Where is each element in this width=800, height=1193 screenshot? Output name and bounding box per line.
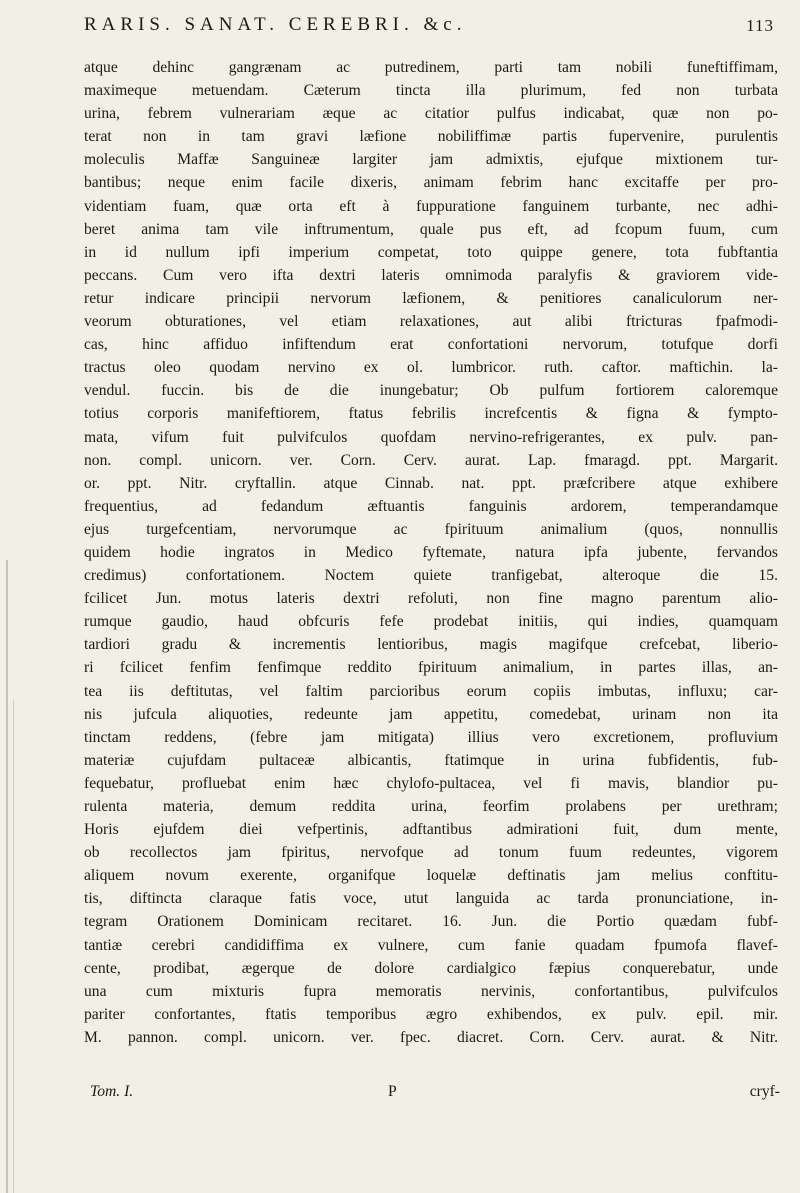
text-line: non. compl. unicorn. ver. Corn. Cerv. aurat. Lap. fmaragd. ppt. Margarit. [84,451,778,469]
text-line: nis jufcula aliquoties, redeunte jam appetitu, comedebat, urinam non ita [84,705,778,723]
text-line: urina, febrem vulnerariam æque ac citatior pulfus indicabat, quæ non po- [84,105,778,123]
text-line: vendul. fuccin. bis de die inungebatur; Ob pulfum fortiorem caloremque [84,382,778,400]
text-line: tis, diftincta claraque fatis voce, utut languida ac tarda pronunciatione, in- [84,890,778,908]
text-line: in id nullum ipfi imperium competat, toto quippe genere, tota fubftantia [84,243,778,261]
binding-edge-inner [13,700,14,1193]
text-line: rulenta materia, demum reddita urina, feorfim prolabens per urethram; [84,798,778,815]
text-line: tegram Orationem Dominicam recitaret. 16. Jun. die Portio quædam fubf- [84,913,778,931]
text-line: peccans. Cum vero ifta dextri lateris omnimoda paralyfis & graviorem vide- [84,266,778,284]
text-line: ri fcilicet fenfim fenfimque reddito fpirituum animalium, in partes illas, an- [84,659,778,677]
text-line: tractus oleo quodam nervino ex ol. lumbricor. ruth. caftor. maftichin. la- [84,359,778,377]
text-line: cas, hinc affiduo infiftendum erat confortationi nervorum, totufque dorfi [84,336,778,354]
text-line: atque dehinc gangrænam ac putredinem, parti tam nobili funeftiffimam, [84,59,778,76]
text-line: ejus turgefcentiam, nervorumque ac fpirituum animalium (quos, nonnullis [84,520,778,538]
text-line: cente, prodibat, ægerque de dolore cardialgico fæpius conquerebatur, unde [84,959,778,977]
text-line: tea iis deftitutas, vel faltim parcioribus eorum copiis imbutas, influxu; car- [84,682,778,700]
text-line: materiæ cujufdam pultaceæ albicantis, ftatimque in urina fubfidentis, fub- [84,751,778,769]
catchword: cryf- [749,1083,780,1100]
text-line: or. ppt. Nitr. cryftallin. atque Cinnab. nat. ppt. præfcribere atque exhibere [84,474,778,492]
running-header [84,14,774,48]
text-line: ob recollectos jam fpiritus, nervofque ad tonum fuum redeuntes, vigorem [84,844,778,862]
text-line: tantiæ cerebri candidiffima ex vulnere, cum fanie quadam fpumofa flavef- [84,936,778,954]
body-text [84,56,778,1049]
text-line: Horis ejufdem diei vefpertinis, adftantibus admirationi fuit, dum mente, [84,821,778,839]
text-line: frequentius, ad fedandum æftuantis fanguinis ardorem, temperandamque [84,497,778,515]
text-line: tinctam reddens, (febre jam mitigata) illius vero excretionem, profluvium [84,728,778,746]
text-line: terat non in tam gravi læfione nobiliffimæ partis fupervenire, purulentis [84,128,778,146]
text-line: videntiam fuam, quæ orta eft à fuppuratione fanguinem turbante, nec adhi- [84,197,778,215]
text-line: bantibus; neque enim facile dixeris, animam febrim hanc excitaffe per pro- [84,174,778,192]
text-line: tardiori gradu & incrementis lentioribus, magis magifque crefcebat, liberio- [84,636,778,654]
page-footer [90,1083,780,1107]
text-line: totius corporis manifeftiorem, ftatus febrilis increfcentis & figna & fympto- [84,405,778,423]
binding-edge [6,560,8,1193]
text-line: moleculis Maffæ Sanguineæ largiter jam admixtis, ejufque mixtionem tur- [84,151,778,169]
text-line: credimus) confortationem. Noctem quiete tranfigebat, alteroque die 15. [84,567,778,585]
text-line: aliquem novum exerente, organifque loquelæ deftinatis jam melius conftitu- [84,867,778,885]
text-line: veorum obturationes, vel etiam relaxationes, aut alibi ftricturas fpafmodi- [84,313,778,331]
volume-mark: Tom. I. [90,1083,134,1100]
text-line: mata, vifum fuit pulvifculos quofdam nervino-refrigerantes, ex pulv. pan- [84,428,778,446]
text-line: maximeque metuendam. Cæterum tincta illa plurimum, fed non turbata [84,82,778,100]
text-line: rumque gaudio, haud obfcuris fefe prodebat initiis, qui indies, quamquam [84,613,778,631]
text-line: quidem hodie ingratos in Medico fyftemate, natura ipfa jubente, fervandos [84,543,778,561]
running-title: RARIS. SANAT. CEREBRI. &c. [84,14,467,35]
text-line: beret anima tam vile inftrumentum, quale pus eft, ad fcopum fuum, cum [84,220,778,238]
signature-mark: P [388,1083,397,1100]
text-line: fequebatur, profluebat enim hæc chylofo-pultacea, vel fi mavis, blandior pu- [84,774,778,792]
text-line: fcilicet Jun. motus lateris dextri refoluti, non fine magno parentum alio- [84,590,778,608]
page-number: 113 [746,16,774,35]
text-line: M. pannon. compl. unicorn. ver. fpec. diacret. Corn. Cerv. aurat. & Nitr. [84,1028,778,1046]
text-line: pariter confortantes, ftatis temporibus ægro exhibendos, ex pulv. epil. mir. [84,1005,778,1023]
text-line: retur indicare principii nervorum læfionem, & penitiores canaliculorum ner- [84,289,778,307]
text-line: una cum mixturis fupra memoratis nervinis, confortantibus, pulvifculos [84,982,778,1000]
